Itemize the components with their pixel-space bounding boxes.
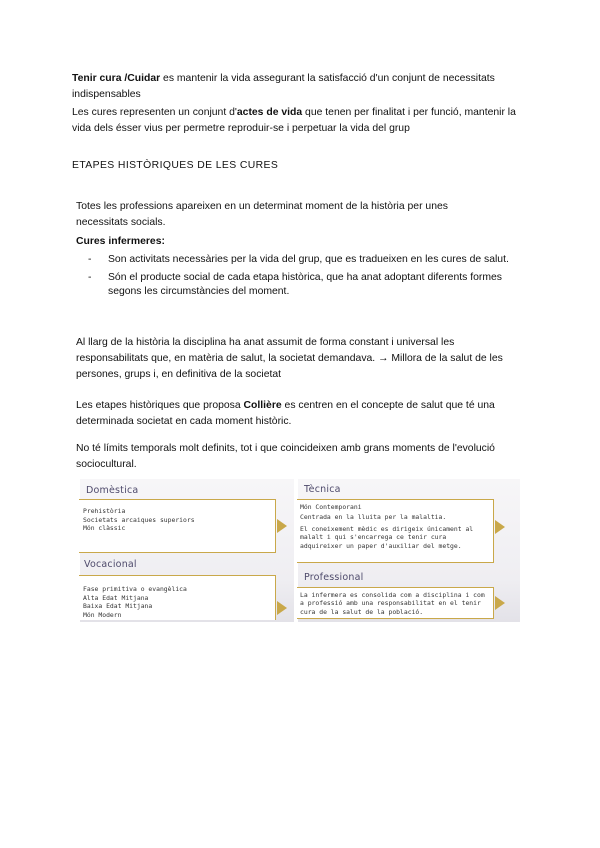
- stage-item: Societats arcaiques superiors: [83, 515, 195, 524]
- stage-title-domestica: Domèstica: [86, 485, 139, 496]
- stage-box-vocacional: [79, 575, 276, 620]
- arrow-right-icon: [277, 519, 287, 533]
- bullet-text: Son activitats necessàries per la vida del grup, que es tradueixen en les cures de salut.: [108, 254, 509, 265]
- bullet-list: [88, 253, 520, 303]
- section-heading: ETAPES HISTÒRIQUES DE LES CURES: [72, 160, 279, 171]
- arrow-right-icon: [277, 601, 287, 615]
- arrow-right-icon: [495, 596, 505, 610]
- stage-item: Món clàssic: [83, 524, 126, 533]
- cures-infermeres-heading: [76, 234, 165, 250]
- professions-paragraph: Totes les professions apareixen en un determinat moment de la història per unes necessitats socials.: [76, 201, 448, 228]
- stage-line: El coneixement mèdic es dirigeix únicament al malalt i qui s'encarrega ce tenir cura adquireixer un paper d'auxiliar del metge.: [300, 524, 474, 550]
- cures-text-bold: actes de vida: [236, 107, 303, 118]
- stage-item: Baixa Edat Mitjana: [83, 602, 153, 611]
- bullet-text: Són el producte social de cada etapa històrica, que ha anat adoptant diferents formes segons les circumstàncies del moment.: [108, 271, 502, 297]
- stage-line: Centrada en la lluita per la malaltia.: [300, 513, 447, 522]
- cures-paragraph: [72, 105, 532, 137]
- stage-item: Món Modern: [83, 610, 122, 619]
- colliere-text-start: Les etapes històriques que proposa: [76, 400, 244, 411]
- stage-title-vocacional: Vocacional: [84, 559, 137, 570]
- arrow-right-icon: [495, 520, 505, 534]
- stage-box-professional: [297, 587, 494, 619]
- definition-term: Tenir cura /Cuidar: [72, 73, 161, 84]
- stage-item: Prehistòria: [83, 507, 126, 515]
- stage-line: La infermera es consolida com a disciplina i com a professió amb una responsabilitat en el tenir cura de la salut de la població.: [300, 591, 485, 616]
- list-item: [88, 253, 520, 268]
- stage-box-tecnica: [297, 499, 494, 563]
- limits-paragraph: No té límits temporals molt definits, tot i que coincideixen amb grans moments de l'evolució sociocultural.: [76, 443, 495, 470]
- stage-title-professional: Professional: [304, 572, 364, 583]
- cures-text-end: que tenen per finalitat i per funció, mantenir la vida dels ésser vius per permetre reproduir-se i perpetuar la vida del grup: [72, 107, 516, 134]
- colliere-text-end: es centren en el concepte de salut que té una determinada societat en cada moment històric.: [76, 400, 495, 427]
- definition-paragraph: [72, 71, 532, 103]
- stage-line: Món Contemporani: [300, 503, 362, 511]
- diagram-right-column: [298, 479, 520, 622]
- bullet-dash: -: [88, 254, 92, 265]
- colliere-name: Collière: [243, 400, 282, 411]
- list-item: [88, 271, 520, 300]
- diagram-left-column: [80, 479, 294, 622]
- stage-box-domestica: [79, 499, 276, 553]
- stage-item: Fase primitiva o evangèlica: [83, 585, 187, 593]
- stages-diagram: [80, 479, 520, 622]
- history-paragraph: Al llarg de la història la disciplina ha anat assumit de forma constant i universal les responsabilitats que, en matèria de salut, la societat demandava. → Millora de la salut de les persones, grups i, en definitiva de la societat: [76, 337, 503, 380]
- colliere-paragraph: [76, 398, 524, 430]
- stage-title-tecnica: Tècnica: [304, 484, 341, 495]
- definition-text: es mantenir la vida assegurant la satisfacció d'un conjunt de necessitats indispensables: [72, 73, 495, 100]
- bullet-dash: -: [88, 271, 92, 283]
- stage-item: Alta Edat Mitjana: [83, 593, 149, 602]
- cures-infermeres-label: Cures infermeres:: [76, 236, 165, 247]
- cures-text-start: Les cures representen un conjunt d': [72, 107, 237, 118]
